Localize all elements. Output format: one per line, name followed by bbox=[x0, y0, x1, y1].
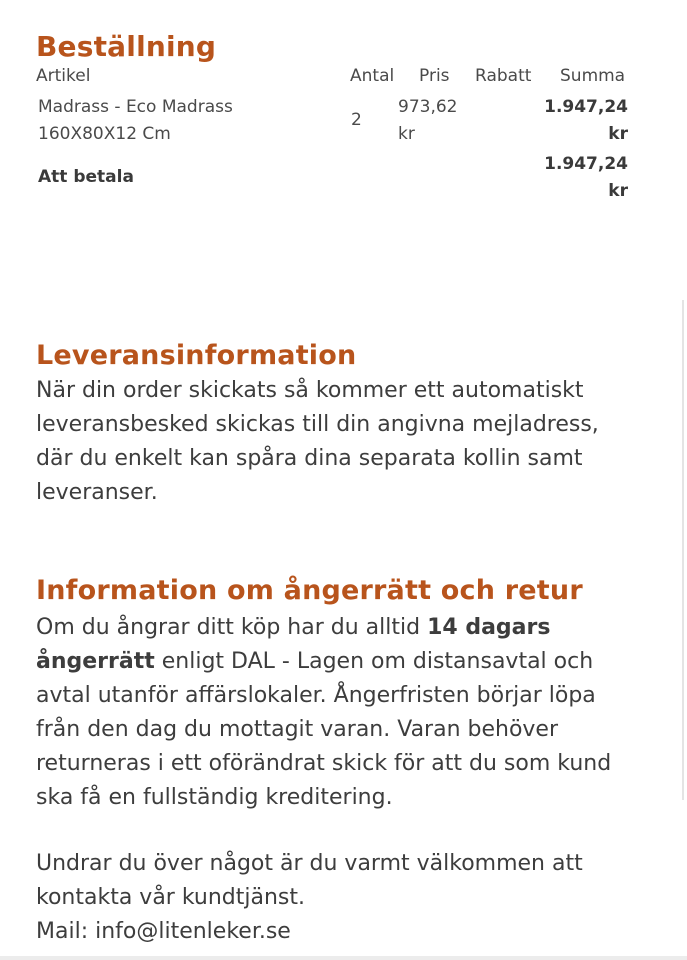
scrollbar-track bbox=[682, 300, 684, 800]
total-sum-currency: kr bbox=[608, 181, 628, 201]
column-header-sum: Summa bbox=[560, 66, 626, 86]
order-item-article bbox=[38, 94, 288, 148]
order-item-article-size: 160X80X12 Cm bbox=[38, 124, 171, 144]
total-sum bbox=[516, 151, 628, 205]
delivery-title: Leveransinformation bbox=[36, 340, 357, 371]
bottom-divider bbox=[0, 956, 687, 960]
order-item-quantity: 2 bbox=[351, 110, 362, 130]
returns-text-law: enligt DAL - Lagen om distansavtal och bbox=[154, 649, 594, 674]
delivery-text-line: leveranser. bbox=[36, 480, 158, 505]
returns-text-line: från den dag du mottagit varan. Varan behöver bbox=[36, 717, 559, 742]
returns-text-line bbox=[36, 645, 676, 679]
contact-mail-label: Mail: bbox=[36, 919, 96, 944]
returns-text-intro: Om du ångrar ditt köp har du alltid bbox=[36, 615, 428, 640]
order-item-price bbox=[398, 94, 478, 148]
order-item-price-amount: 973,62 bbox=[398, 97, 458, 117]
contact-text-line: Undrar du över något är du varmt välkommen att bbox=[36, 851, 583, 876]
returns-text-line: avtal utanför affärslokaler. Ångerfristen börjar löpa bbox=[36, 683, 596, 708]
column-header-quantity: Antal bbox=[350, 66, 395, 86]
column-header-price: Pris bbox=[419, 66, 450, 86]
order-item-article-name: Madrass - Eco Madrass bbox=[38, 97, 233, 117]
order-item-price-currency: kr bbox=[398, 124, 415, 144]
returns-period-term: ångerrätt bbox=[36, 649, 155, 674]
delivery-text-line: leveransbesked skickas till din angivna mejladress, bbox=[36, 412, 599, 437]
returns-text-line: ska få en fullständig kreditering. bbox=[36, 785, 393, 810]
returns-text-line: returneras i ett oförändrat skick för att du som kund bbox=[36, 751, 612, 776]
delivery-text-line: När din order skickats så kommer ett automatiskt bbox=[36, 378, 584, 403]
order-title: Beställning bbox=[36, 30, 217, 63]
returns-text bbox=[36, 611, 676, 815]
column-header-article: Artikel bbox=[36, 66, 91, 86]
total-label: Att betala bbox=[38, 167, 134, 187]
total-sum-amount: 1.947,24 bbox=[544, 154, 628, 174]
delivery-text bbox=[36, 374, 676, 510]
order-item-sum-amount: 1.947,24 bbox=[544, 97, 628, 117]
returns-title: Information om ångerrätt och retur bbox=[36, 575, 583, 606]
contact-text bbox=[36, 847, 676, 949]
order-item-sum bbox=[516, 94, 628, 148]
returns-text-line bbox=[36, 611, 676, 645]
delivery-text-line: där du enkelt kan spåra dina separata kollin samt bbox=[36, 446, 583, 471]
contact-mail-link[interactable]: info@litenleker.se bbox=[95, 919, 291, 944]
contact-text-line: kontakta vår kundtjänst. bbox=[36, 885, 306, 910]
returns-period-days: 14 dagars bbox=[427, 615, 551, 640]
contact-mail-line bbox=[36, 915, 676, 949]
order-item-sum-currency: kr bbox=[608, 124, 628, 144]
column-header-discount: Rabatt bbox=[475, 66, 532, 86]
